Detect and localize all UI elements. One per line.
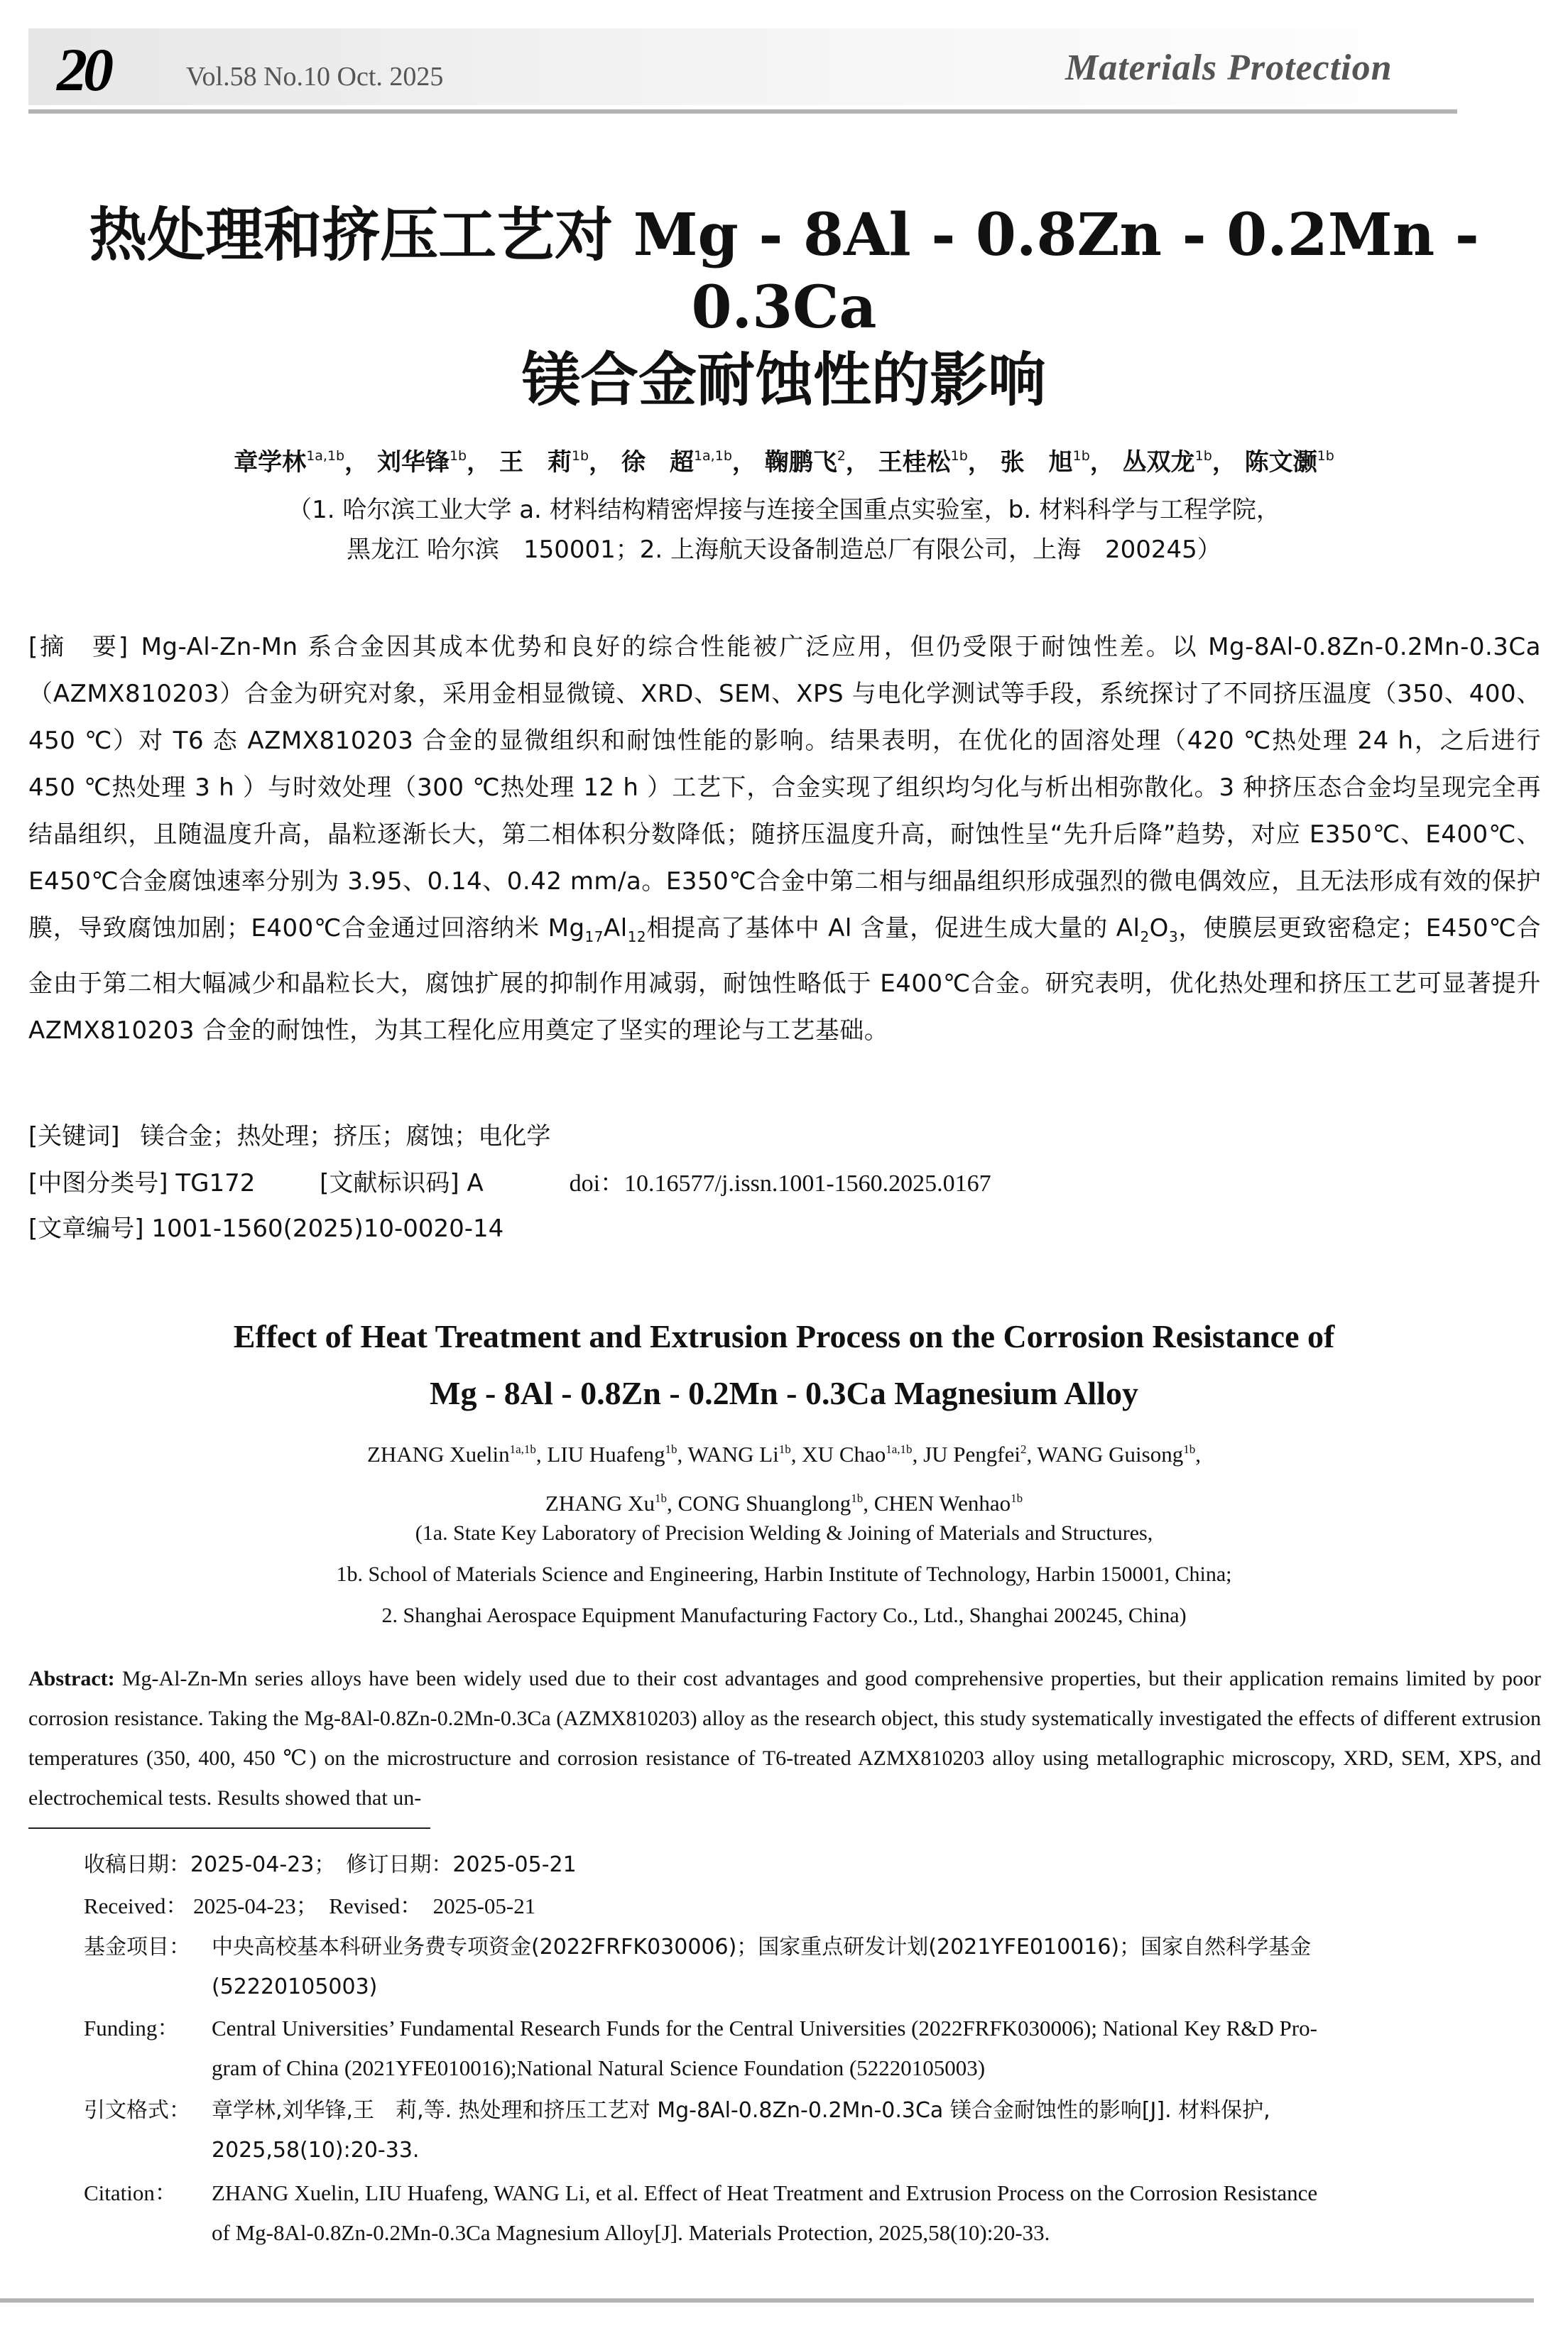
affiliation-cn-line1: （1. 哈尔滨工业大学 a. 材料结构精密焊接与连接全国重点实验室，b. 材料科学与工程学院， xyxy=(288,496,1280,524)
affiliation-en-line1: (1a. State Key Laboratory of Precision Welding & Joining of Materials and Structures, xyxy=(415,1521,1153,1545)
author-en: ZHANG Xuelin$^{1a,1b}$, xyxy=(367,1442,548,1467)
footnote-label: Revised： xyxy=(329,1893,411,1918)
affiliation-en-line3: 2. Shanghai Aerospace Equipment Manufacturing Factory Co., Ltd., Shanghai 200245, China) xyxy=(381,1604,1187,1627)
keywords-text: 镁合金；热处理；挤压；腐蚀；电化学 xyxy=(140,1122,551,1151)
footer-rule xyxy=(0,2298,1534,2303)
header-rule xyxy=(28,109,1457,114)
author-cn: 鞠鹏飞$^2$， xyxy=(764,448,870,477)
volume-info: Vol.58 No.10 Oct. 2025 xyxy=(186,62,444,92)
abstract-en xyxy=(28,1659,1541,1818)
author-cn: 陈文灏$^{1b}$ xyxy=(1244,448,1334,477)
citation-text: of Mg-8Al-0.8Zn-0.2Mn-0.3Ca Magnesium Alloy[J]. Materials Protection, 2025,58(10):20-33. xyxy=(212,2220,1050,2245)
article-number-label: [文章编号] xyxy=(28,1215,144,1243)
article-number-value: 1001-1560(2025)10-0020-14 xyxy=(151,1215,504,1243)
footnote-label: 收稿日期： xyxy=(84,1852,190,1877)
footnote-received-en xyxy=(84,1886,1547,1926)
title-en xyxy=(0,1308,1568,1422)
footnote-fund-en xyxy=(84,2009,1547,2088)
fund-text: 中央高校基本科研业务费专项资金(2022FRFK030006)；国家重点研发计划(2021YFE010016)；国家自然科学基金 xyxy=(212,1935,1312,1960)
abstract-cn-text: Al xyxy=(603,914,628,942)
abstract-cn-label: [摘 要] xyxy=(28,633,129,661)
journal-name: Materials Protection xyxy=(1065,48,1393,88)
abstract-cn-text: O xyxy=(1149,914,1169,942)
classification xyxy=(28,1162,1541,1205)
fund-text: Central Universities’ Fundamental Research Funds for the Central Universities (2022FRFK030006); National Key R&D Pro- xyxy=(212,2016,1317,2041)
affiliation-cn xyxy=(0,490,1568,570)
footnote-label: 引文格式： xyxy=(84,2098,190,2123)
received-date: 2025-04-23； xyxy=(190,1852,325,1877)
doi[interactable]: doi：10.16577/j.issn.1001-1560.2025.0167 xyxy=(569,1170,991,1197)
author-en: LIU Huafeng$^{1b}$, xyxy=(547,1442,688,1467)
citation-text: 章学林,刘华锋,王 莉,等. 热处理和挤压工艺对 Mg-8Al-0.8Zn-0.2Mn-0.3Ca 镁合金耐蚀性的影响[J]. 材料保护, xyxy=(212,2098,1270,2123)
author-cn: 张 旭$^{1b}$， xyxy=(1000,448,1114,477)
author-cn: 徐 超$^{1a,1b}$， xyxy=(621,448,756,477)
clc-value: TG172 xyxy=(175,1169,256,1197)
keywords xyxy=(28,1115,550,1158)
author-en: WANG Guisong$^{1b}$, xyxy=(1037,1442,1201,1467)
abstract-cn-text: ，使膜层更致密稳定；E450℃合金由于第二相大幅减少和晶粒长大，腐蚀扩展的抑制作用减弱，耐蚀性略低于 E400℃合金。研究表明，优化热处理和挤压工艺可显著提升 AZMX810203 合金的耐蚀性，为其工程化应用奠定了坚实的理论与工艺基础。 xyxy=(28,914,1541,1045)
footnote-label: 修订日期： xyxy=(346,1852,453,1877)
citation-text: ZHANG Xuelin, LIU Huafeng, WANG Li, et al. Effect of Heat Treatment and Extrusion Process on the Corrosion Resistance xyxy=(212,2180,1318,2205)
affiliation-en-line2: 1b. School of Materials Science and Engineering, Harbin Institute of Technology, Harbin 150001, China; xyxy=(336,1563,1232,1586)
title-cn xyxy=(0,199,1568,416)
revised-date: 2025-05-21 xyxy=(452,1852,577,1877)
doc-code-value: A xyxy=(467,1169,484,1197)
fund-text: gram of China (2021YFE010016);National Natural Science Foundation (52220105003) xyxy=(212,2055,986,2080)
abstract-en-label: Abstract: xyxy=(28,1667,115,1690)
author-cn: 刘华锋$^{1b}$， xyxy=(376,448,491,477)
authors-cn xyxy=(0,440,1568,478)
citation-text: 2025,58(10):20-33. xyxy=(212,2138,420,2163)
title-en-line1: Effect of Heat Treatment and Extrusion Process on the Corrosion Resistance of xyxy=(233,1318,1335,1354)
title-cn-line2: 镁合金耐蚀性的影响 xyxy=(521,346,1046,414)
affiliation-cn-line2: 黑龙江 哈尔滨 150001；2. 上海航天设备制造总厂有限公司，上海 200245） xyxy=(347,536,1221,564)
clc-label: [中图分类号] xyxy=(28,1169,168,1197)
footnote-received-cn xyxy=(84,1845,1547,1885)
fund-text: (52220105003) xyxy=(212,1974,378,1999)
footnote-fund-cn xyxy=(84,1928,1547,2007)
title-cn-line1: 热处理和挤压工艺对 Mg - 8Al - 0.8Zn - 0.2Mn - 0.3Ca xyxy=(89,201,1479,342)
abstract-cn-text: Mg-Al-Zn-Mn 系合金因其成本优势和良好的综合性能被广泛应用，但仍受限于耐蚀性差。以 Mg-8Al-0.8Zn-0.2Mn-0.3Ca（AZMX810203）合金为研究对象，采用金相显微镜、XRD、SEM、XPS 与电化学测试等手段，系统探讨了不同挤压温度（350、400、450 ℃）对 T6 态 AZMX810203 合金的显微组织和耐蚀性能的影响。结果表明，在优化的固溶处理（420 ℃热处理 24 h，之后进行 450 ℃热处理 3 h ）与时效处理（300 ℃热处理 12 h ）工艺下，合金实现了组织均匀化与析出相弥散化。3 种挤压态合金均呈现完全再结晶组织，且随温度升高，晶粒逐渐长大，第二相体积分数降低；随挤压温度升高，耐蚀性呈“先升后降”趋势，对应 E350℃、E400℃、E450℃合金腐蚀速率分别为 3.95、0.14、0.42 mm/a。E350℃合金中第二相与细晶组织形成强烈的微电偶效应，且无法形成有效的保护膜，导致腐蚀加剧；E400℃合金通过回溶纳米 Mg xyxy=(28,633,1541,942)
footnote-citation-cn xyxy=(84,2091,1547,2170)
received-date: 2025-04-23； xyxy=(193,1893,307,1918)
abstract-cn xyxy=(28,624,1541,1054)
abstract-cn-text: 相提高了基体中 Al 含量，促进生成大量的 Al xyxy=(646,914,1140,942)
footnote-label: Received： xyxy=(84,1893,188,1918)
subscript: 3 xyxy=(1168,928,1179,945)
footnote-rule xyxy=(28,1827,430,1829)
affiliation-en xyxy=(0,1513,1568,1636)
subscript: 12 xyxy=(627,928,647,945)
footnote-label: 基金项目： xyxy=(84,1935,190,1960)
footnote-label: Citation： xyxy=(84,2180,177,2205)
subscript: 2 xyxy=(1140,928,1150,945)
author-en: ZHANG $Xu^{1b}$, xyxy=(545,1491,678,1516)
author-en: JU Pengfei$^2$, xyxy=(923,1442,1038,1467)
author-en: XU Chao$^{1a,1b}$, xyxy=(802,1442,924,1467)
article-number xyxy=(28,1207,503,1250)
author-cn: 章学林$^{1a,1b}$， xyxy=(234,448,369,477)
abstract-en-text: Mg-Al-Zn-Mn series alloys have been widely used due to their cost advantages and good comprehensive properties, but their application remains limited by poor corrosion resistance. Taking the Mg-8Al-0.8Zn-0.2Mn-0.3Ca (AZMX810203) alloy as the research object, this study systematically investigated the effects of different extrusion temperatures (350, 400, 450 ℃) on the microstructure and corrosion resistance of T6-treated AZMX810203 alloy using metallographic microscopy, XRD, SEM, XPS, and electrochemical tests. Results showed that un- xyxy=(28,1667,1542,1810)
author-cn: 丛双龙$^{1b}$， xyxy=(1122,448,1236,477)
author-en: CONG Shuanglong$^{1b}$, xyxy=(677,1491,874,1516)
subscript: 17 xyxy=(584,928,604,945)
footnote-label: Funding： xyxy=(84,2016,180,2041)
footnote-citation-en xyxy=(84,2173,1547,2253)
page-number: 20 xyxy=(57,36,109,104)
title-en-line2: Mg - 8Al - 0.8Zn - 0.2Mn - 0.3Ca Magnesium Alloy xyxy=(430,1375,1138,1411)
revised-date: 2025-05-21 xyxy=(432,1893,536,1918)
author-en: WANG $Li^{1b}$, xyxy=(687,1442,802,1467)
author-cn: 王桂松$^{1b}$， xyxy=(878,448,992,477)
author-cn: 王 莉$^{1b}$， xyxy=(499,448,614,477)
doc-code-label: [文献标识码] xyxy=(320,1169,459,1197)
keywords-label: [关键词] xyxy=(28,1122,120,1151)
authors-en xyxy=(0,1428,1568,1526)
author-en: CHEN Wenhao$^{1b}$ xyxy=(873,1491,1023,1516)
